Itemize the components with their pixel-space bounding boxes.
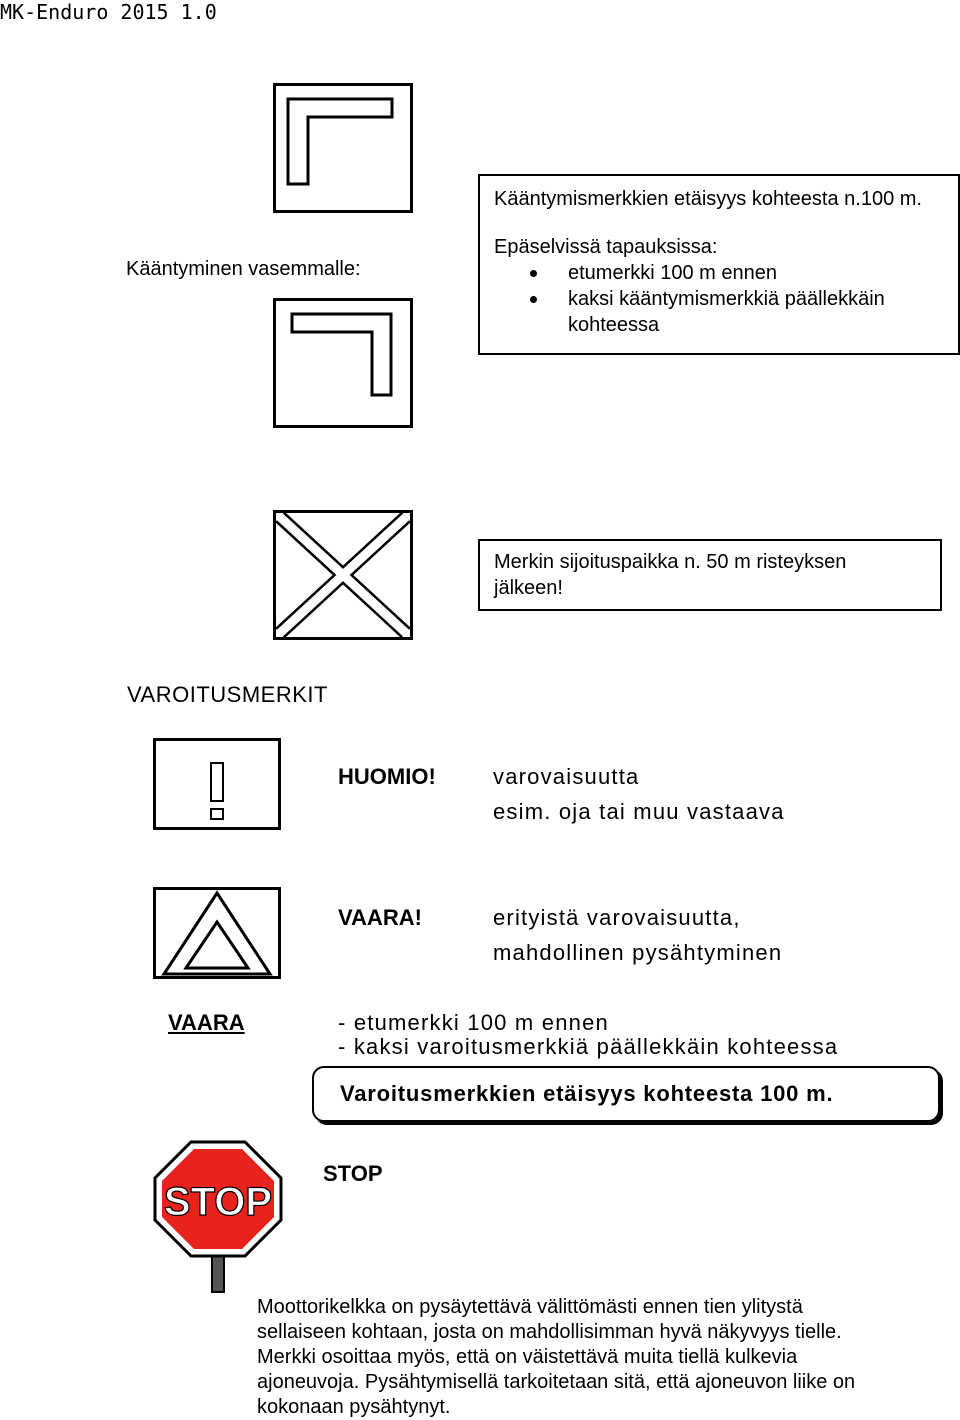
stop-label: STOP	[323, 1161, 383, 1186]
vaara-rules-title: VAARA	[168, 1010, 245, 1035]
stop-paragraph-line: sellaiseen kohtaan, josta on mahdollisimman hyvä näkyvyys tielle.	[257, 1321, 842, 1343]
vaara-desc-1: erityistä varovaisuutta,	[493, 905, 741, 930]
vaara-rule-2: - kaksi varoitusmerkkiä päällekkäin kohteessa	[338, 1034, 839, 1059]
stop-paragraph	[257, 1295, 855, 1420]
list-item: kaksi kääntymismerkkiä päällekkäin	[480, 286, 944, 312]
warning-signs-heading: VAROITUSMERKIT	[127, 682, 328, 707]
turn-info-box	[478, 174, 960, 355]
huomio-sign	[153, 738, 281, 830]
turn-distance-text: Kääntymismerkkien etäisyys kohteesta n.100 m.	[494, 188, 922, 210]
stop-sign	[153, 1140, 283, 1295]
cross-info-line1: Merkin sijoituspaikka n. 50 m risteyksen	[494, 551, 847, 573]
vaara-sign	[153, 887, 281, 979]
turn-left-arrow-icon	[276, 301, 410, 425]
vaara-label: VAARA!	[338, 905, 422, 930]
warning-triangle-icon	[156, 890, 278, 976]
cross-sign	[273, 510, 413, 640]
stop-paragraph-line: kokonaan pysähtynyt.	[257, 1396, 451, 1418]
cross-info-line2: jälkeen!	[494, 577, 563, 599]
stop-paragraph-line: Moottorikelkka on pysäytettävä välittömästi ennen tien ylitystä	[257, 1296, 803, 1318]
stop-paragraph-line: ajoneuvoja. Pysähtymisellä tarkoitetaan sitä, että ajoneuvon liike on	[257, 1371, 856, 1393]
distance-text: Varoitusmerkkien etäisyys kohteesta 100 m.	[340, 1081, 834, 1106]
huomio-desc-1: varovaisuutta	[493, 764, 640, 789]
exclamation-icon	[156, 741, 278, 827]
cross-info-box	[478, 539, 942, 611]
huomio-label: HUOMIO!	[338, 764, 436, 789]
huomio-desc-2: esim. oja tai muu vastaava	[493, 799, 785, 824]
turn-sign-lower	[273, 298, 413, 428]
turn-left-label: Kääntyminen vasemmalle:	[126, 258, 361, 280]
document-header: MK-Enduro 2015 1.0	[0, 0, 217, 24]
crossroads-x-icon	[276, 513, 410, 637]
list-item: etumerkki 100 m ennen	[480, 260, 944, 286]
turn-sign-upper	[273, 83, 413, 213]
distance-box	[312, 1066, 940, 1122]
stop-sign-text: STOP	[163, 1180, 273, 1224]
turn-left-arrow-icon	[276, 86, 410, 210]
vaara-rule-1: - etumerkki 100 m ennen	[338, 1010, 609, 1035]
stop-sign-icon	[153, 1140, 283, 1295]
stop-paragraph-line: Merkki osoittaa myös, että on väistettävä muita tiellä kulkevia	[257, 1346, 798, 1368]
unclear-heading: Epäselvissä tapauksissa:	[494, 236, 718, 258]
list-item: kohteessa	[568, 314, 660, 336]
vaara-desc-2: mahdollinen pysähtyminen	[493, 940, 783, 965]
